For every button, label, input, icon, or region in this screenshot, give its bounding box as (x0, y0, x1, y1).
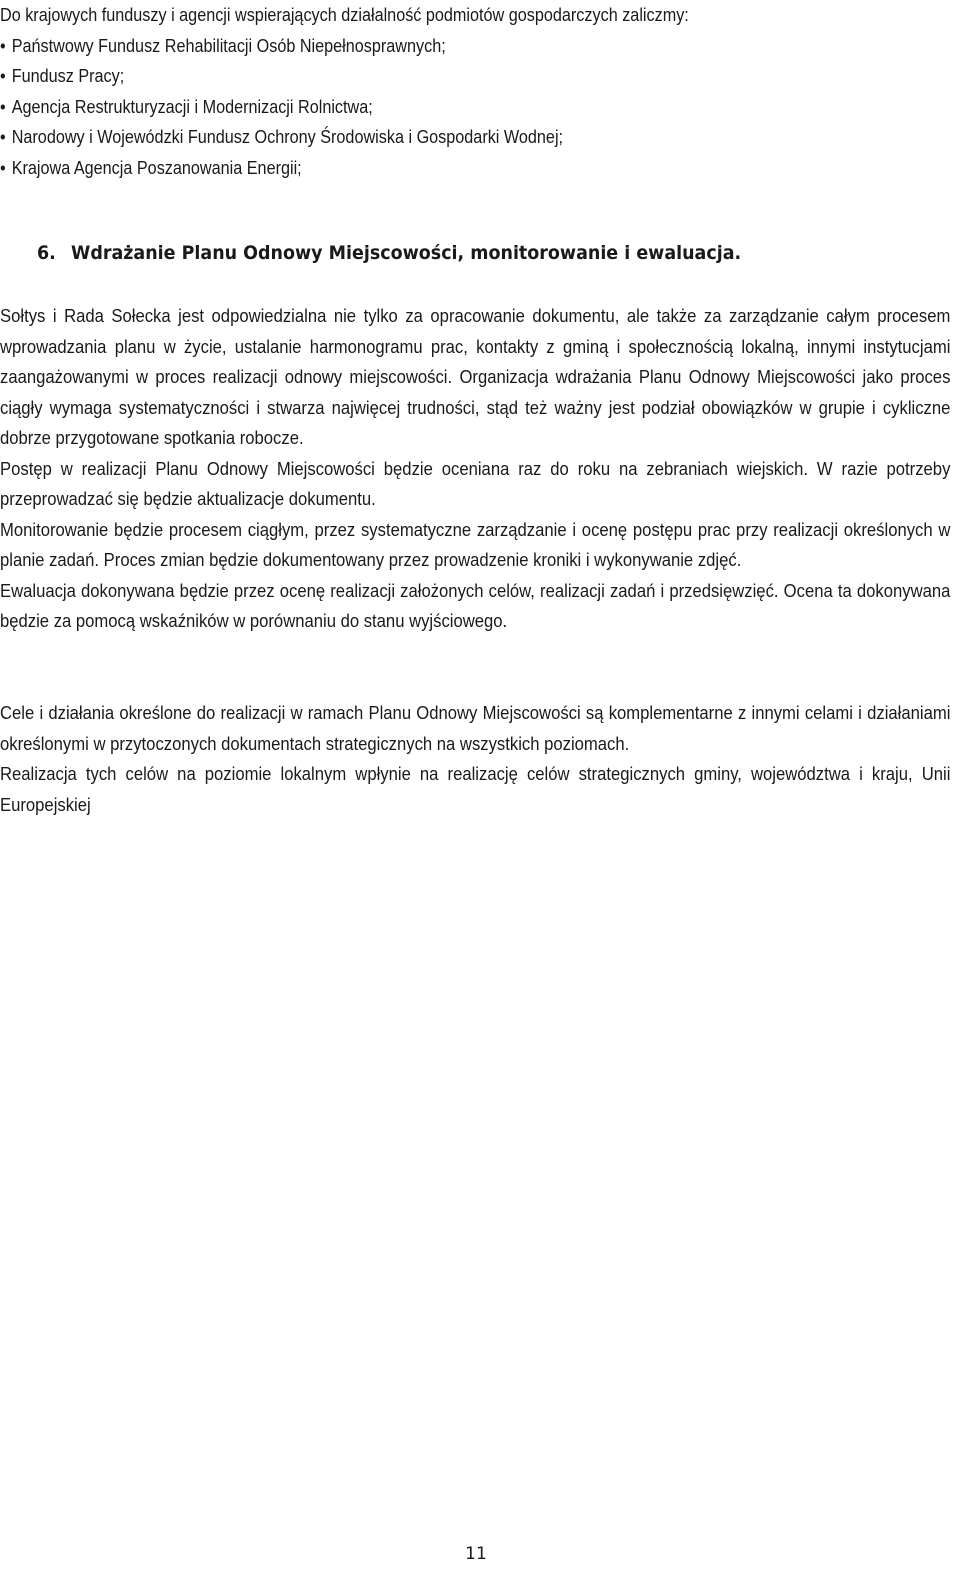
bullet-icon: • (0, 127, 6, 147)
paragraph: Ewaluacja dokonywana będzie przez ocenę realizacji założonych celów, realizacji zadań i przedsięwzięć. Ocena ta dokonywana będzie za pomocą wskaźników w porównaniu do stanu wyjściowego. (0, 579, 951, 631)
section-heading (37, 238, 741, 268)
bullet-icon: • (0, 66, 6, 86)
list-item-text: Agencja Restrukturyzacji i Modernizacji Rolnictwa; (11, 96, 373, 117)
conclusion-text-block (0, 698, 950, 820)
list-item (0, 31, 945, 62)
paragraph: Sołtys i Rada Sołecka jest odpowiedzialna nie tylko za opracowanie dokumentu, ale także za zarządzanie całym procesem wprowadzania planu w życie, ustalanie harmonogramu prac, kontakty z gminą i społecznością lokalną, innymi instytucjami zaangażowanymi w proces realizacji odnowy miejscowości. Organizacja wdrażania Planu Odnowy Miejscowości jako proces ciągły wymaga systematyczności i stwarza najwięcej trudności, stąd też ważny jest podział obowiązków w grupie i cykliczne dobrze przygotowane spotkania robocze. (0, 305, 951, 448)
list-item-text: Narodowy i Wojewódzki Fundusz Ochrony Środowiska i Gospodarki Wodnej; (11, 127, 564, 147)
paragraph: Postęp w realizacji Planu Odnowy Miejscowości będzie oceniana raz do roku na zebraniach wiejskich. W razie potrzeby przeprowadzać się będzie aktualizacje dokumentu. (0, 457, 951, 509)
list-item-text: Fundusz Pracy; (11, 66, 125, 86)
paragraph: Realizacja tych celów na poziomie lokalnym wpłynie na realizację celów strategicznych gminy, województwa i kraju, Unii Europejskiej (0, 763, 951, 815)
list-item-text: Krajowa Agencja Poszanowania Energii; (11, 157, 302, 178)
list-item (0, 92, 945, 123)
intro-lead-text: Do krajowych funduszy i agencji wspierających działalność podmiotów gospodarczych zaliczmy: (0, 5, 689, 25)
list-item (0, 153, 945, 184)
page-number: 11 (465, 1544, 487, 1564)
list-item-text: Państwowy Fundusz Rehabilitacji Osób Niepełnosprawnych; (11, 35, 446, 56)
list-item (0, 122, 945, 153)
paragraph: Cele i działania określone do realizacji w ramach Planu Odnowy Miejscowości są komplementarne z innymi celami i działaniami określonymi w przytoczonych dokumentach strategicznych na wszystkich poziomach. (0, 702, 951, 754)
bullet-icon: • (0, 35, 6, 56)
paragraph: Monitorowanie będzie procesem ciągłym, przez systematyczne zarządzanie i ocenę postępu prac przy realizacji określonych w planie zadań. Proces zmian będzie dokumentowany przez prowadzenie kroniki i wykonywanie zdjęć. (0, 518, 951, 570)
section-title: Wdrażanie Planu Odnowy Miejscowości, monitorowanie i ewaluacja. (71, 242, 742, 264)
intro-list-block (0, 0, 945, 183)
bullet-icon: • (0, 157, 6, 178)
section-number: 6. (37, 242, 56, 264)
body-text-block (0, 301, 950, 637)
list-item (0, 61, 945, 92)
bullet-icon: • (0, 96, 6, 117)
